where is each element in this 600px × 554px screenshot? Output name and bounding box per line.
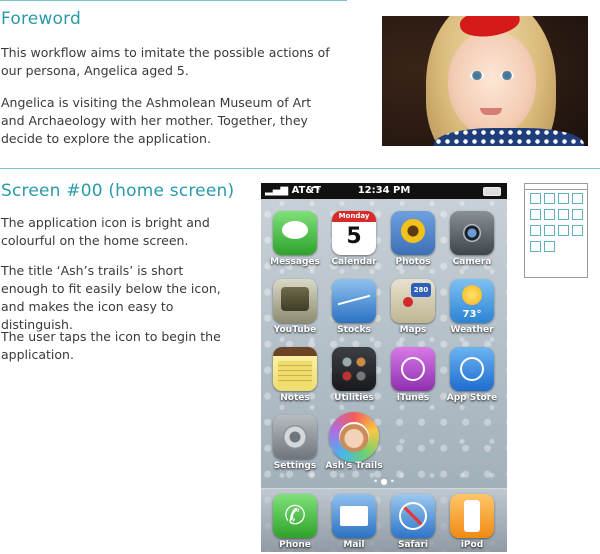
app-label: Safari	[397, 540, 429, 550]
notes-icon	[273, 347, 317, 391]
screen-heading: Screen #00 (home screen)	[1, 181, 235, 201]
wireframe-icon	[572, 193, 583, 204]
app-ash-trails[interactable]	[324, 415, 384, 475]
dock-mail[interactable]	[324, 494, 384, 552]
app-label: App Store	[446, 393, 498, 403]
app-photos[interactable]	[383, 211, 443, 271]
app-messages[interactable]	[265, 211, 325, 271]
calendar-day: Monday	[332, 211, 376, 222]
ash-trails-icon	[329, 412, 379, 462]
app-label: Notes	[280, 393, 310, 403]
iphone-home-screen	[261, 183, 507, 552]
foreword-rule	[0, 0, 347, 1]
wireframe-icon	[530, 209, 541, 220]
ipod-icon	[450, 494, 494, 538]
page-indicator: • ● •	[373, 477, 395, 486]
dock-safari[interactable]	[383, 494, 443, 552]
carrier-label: AT&T	[291, 185, 321, 196]
status-bar	[261, 183, 507, 199]
home-screen-wireframe	[524, 183, 588, 278]
app-label: iTunes	[396, 393, 430, 403]
persona-mouth	[480, 108, 502, 115]
persona-photo	[382, 16, 588, 146]
app-label: Phone	[279, 540, 311, 550]
persona-right-eye	[500, 71, 514, 80]
utilities-icon	[332, 347, 376, 391]
wireframe-icon	[544, 225, 555, 236]
wireframe-icon	[544, 241, 555, 252]
app-label: Maps	[399, 325, 427, 335]
app-youtube[interactable]	[265, 279, 325, 339]
calendar-date: 5	[346, 224, 362, 249]
app-notes[interactable]	[265, 347, 325, 407]
app-utilities[interactable]	[324, 347, 384, 407]
weather-icon	[450, 279, 494, 323]
app-label: Settings	[273, 461, 317, 471]
persona-left-eye	[470, 71, 484, 80]
screen-rule	[0, 168, 600, 169]
app-app-store[interactable]	[442, 347, 502, 407]
battery-icon	[483, 187, 501, 196]
screen-paragraph-3: The user taps the icon to begin the application.	[1, 329, 221, 362]
app-label: Calendar	[331, 257, 377, 267]
wireframe-icon	[572, 225, 583, 236]
app-label: Messages	[270, 257, 320, 267]
youtube-icon	[273, 279, 317, 323]
wireframe-icon	[530, 241, 541, 252]
app-stocks[interactable]	[324, 279, 384, 339]
app-calendar[interactable]	[324, 211, 384, 271]
wireframe-status-bar	[525, 189, 587, 190]
wireframe-icon	[530, 193, 541, 204]
dock-ipod[interactable]	[442, 494, 502, 552]
phone-icon	[273, 494, 317, 538]
app-label: Mail	[343, 540, 365, 550]
messages-icon	[273, 211, 317, 255]
dock-phone[interactable]	[265, 494, 325, 552]
photos-icon	[391, 211, 435, 255]
foreword-paragraph-2: Angelica is visiting the Ashmolean Museum of Art and Archaeology with her mother. Together, they decide to explore the application.	[1, 95, 312, 146]
persona-face	[448, 32, 536, 136]
stocks-icon	[332, 279, 376, 323]
screen-paragraph-1: The application icon is bright and colourful on the home screen.	[1, 215, 210, 248]
itunes-icon	[391, 347, 435, 391]
wireframe-icon	[558, 225, 569, 236]
app-label: Weather	[450, 325, 494, 335]
weather-temperature: 73°	[462, 309, 482, 320]
calendar-icon	[332, 211, 376, 255]
wireframe-icon	[530, 225, 541, 236]
wireframe-icon	[544, 193, 555, 204]
persona-dress	[434, 128, 584, 146]
app-label: YouTube	[273, 325, 317, 335]
wireframe-icon	[544, 209, 555, 220]
app-settings[interactable]	[265, 415, 325, 475]
mail-icon	[332, 494, 376, 538]
app-maps[interactable]	[383, 279, 443, 339]
app-label: Photos	[395, 257, 431, 267]
maps-icon	[391, 279, 435, 323]
app-label: iPod	[460, 540, 484, 550]
carrier-signal: ▂▄▆ AT&T	[265, 185, 321, 196]
wireframe-icon	[572, 209, 583, 220]
foreword-paragraph-1: This workflow aims to imitate the possible actions of our persona, Angelica aged 5.	[1, 45, 330, 78]
safari-icon	[391, 494, 435, 538]
map-pin-icon	[403, 297, 413, 307]
app-store-icon	[450, 347, 494, 391]
app-camera[interactable]	[442, 211, 502, 271]
maps-route-shield: 280	[411, 283, 431, 297]
app-label: Utilities	[334, 393, 374, 403]
settings-icon	[273, 415, 317, 459]
foreword-heading: Foreword	[1, 9, 82, 29]
app-itunes[interactable]	[383, 347, 443, 407]
screen-paragraph-2: The title ‘Ash’s trails’ is short enough to fit easily below the icon, and makes the icon easy to distinguish.	[1, 263, 221, 332]
camera-icon	[450, 211, 494, 255]
app-label: Ash's Trails	[325, 461, 383, 471]
app-weather[interactable]	[442, 279, 502, 339]
status-time: 12:34 PM	[357, 185, 411, 196]
wireframe-icon	[558, 193, 569, 204]
wireframe-icon	[558, 209, 569, 220]
app-label: Stocks	[337, 325, 371, 335]
app-label: Camera	[452, 257, 492, 267]
